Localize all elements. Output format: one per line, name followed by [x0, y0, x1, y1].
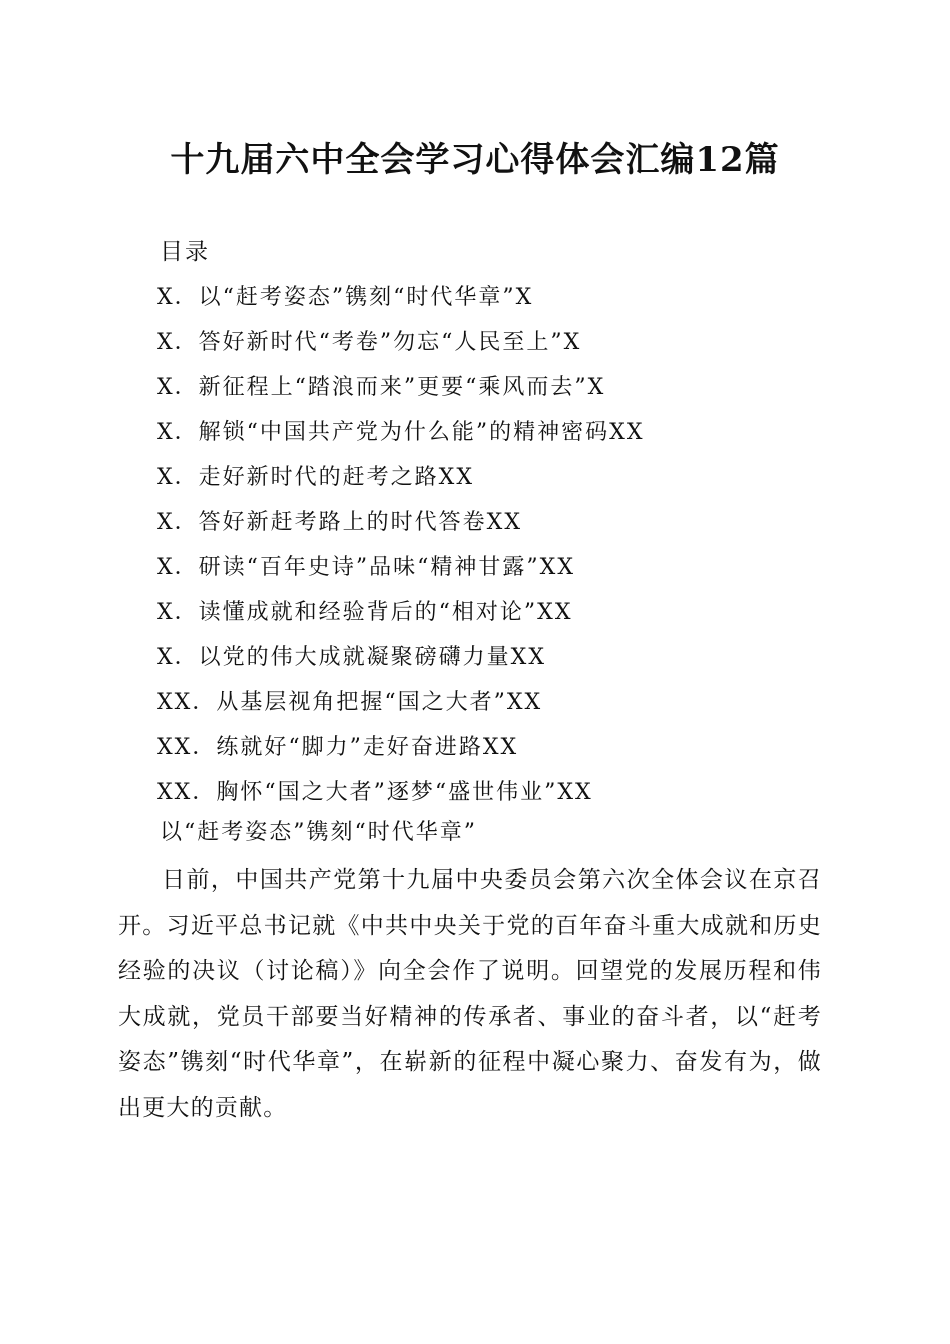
section-title: 以“赶考姿态”镌刻“时代华章” — [160, 820, 477, 845]
toc-item-11: XX．练就好“脚力”走好奋进路XX — [157, 735, 519, 760]
toc-item-10: XX．从基层视角把握“国之大者”XX — [157, 690, 543, 715]
toc-item-12: XX．胸怀“国之大者”逐梦“盛世伟业”XX — [157, 780, 593, 805]
toc-item-8: X．读懂成就和经验背后的“相对论”XX — [157, 600, 573, 625]
toc-item-7: X．研读“百年史诗”品味“精神甘露”XX — [157, 555, 575, 580]
toc-item-5: X．走好新时代的赶考之路XX — [157, 465, 474, 490]
table-of-contents — [157, 281, 644, 821]
toc-item-4: X．解锁“中国共产党为什么能”的精神密码XX — [157, 420, 645, 445]
toc-heading: 目录 — [160, 239, 210, 265]
toc-item-9: X．以党的伟大成就凝聚磅礴力量XX — [157, 645, 546, 670]
toc-item-3: X．新征程上“踏浪而来”更要“乘风而去”X — [157, 375, 606, 400]
toc-item-1: X．以“赶考姿态”镌刻“时代华章”X — [157, 285, 534, 310]
toc-item-2: X．答好新时代“考卷”勿忘“人民至上”X — [157, 330, 582, 355]
body-paragraph: 日前，中国共产党第十九届中央委员会第六次全体会议在京召开。习近平总书记就《中共中央关于党的百年奋斗重大成就和历史经验的决议（讨论稿）》向全会作了说明。回望党的发展历程和伟大成就，党员干部要当好精神的传承者、事业的奋斗者，以“赶考姿态”镌刻“时代华章”，在崭新的征程中凝心聚力、奋发有为，做出更大的贡献。 — [118, 867, 822, 1121]
document-title: 十九届六中全会学习心得体会汇编12篇 — [170, 140, 780, 180]
toc-item-6: X．答好新赶考路上的时代答卷XX — [157, 510, 522, 535]
